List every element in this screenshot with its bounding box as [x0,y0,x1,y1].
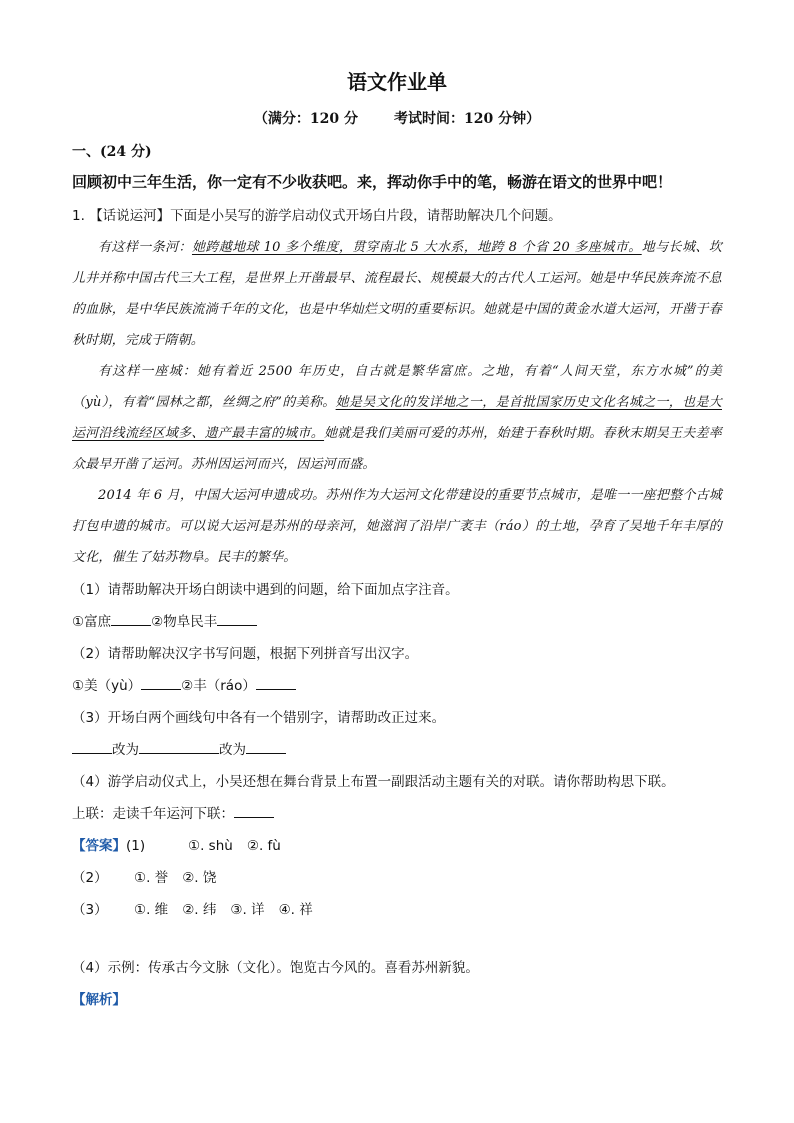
time-info: 考试时间：120 分钟） [394,111,541,127]
subquestion-4-couplet: 上联：走读千年运河下联： [72,802,722,822]
answer-row-3: （3） ①. 维 ②. 纬 ③. 详 ④. 祥 [72,902,313,918]
answer-blank[interactable] [217,611,257,626]
page-title: 语文作业单 [347,70,447,94]
passage-paragraph-3: 2014 年 6 月，中国大运河申遗成功。苏州作为大运河文化带建设的重要节点城市，是唯一一座把整个古城打包申遗的城市。可以说大运河是苏州的母亲河，她滋润了沿岸广袤丰（ráo）的土地，孕育了吴地千年丰厚的文化，催生了姑苏物阜。民丰的繁华。 [72,488,722,565]
question-1-prompt [72,204,722,224]
analysis-label: 【解析】 [72,992,126,1008]
answer-row-1: 【答案】(1) ①. shù ②. fù [72,838,281,854]
subquestion-3: （3）开场白两个画线句中各有一个错别字，请帮助改正过来。 [72,710,446,726]
answer-blank[interactable] [234,803,274,818]
passage-paragraph-2: 有这样一座城：她有着近 2500 年历史，自古就是繁华富庶。之地，有着“人间天堂，东方水城”的美（yù），有着“园林之都，丝绸之府”的美称。她是吴文化的发详地之一，是首批国家历史文化名城之一，也是大运河沿线流经区域多、遗产最丰富的城市。她就是我们美丽可爱的苏州，始建于春秋时期。春秋末期吴王夫差率众最早开凿了运河。苏州因运河而兴，因运河而盛。 [72,364,722,472]
answer-blank[interactable] [139,739,219,754]
passage-paragraph-1: 有这样一条河：她跨越地球 10 多个维度，贯穿南北 5 大水系，地跨 8 个省 20 多座城市。地与长城、坎儿井并称中国古代三大工程，是世界上开凿最早、流程最长、规模最大的古代人工运河。她是中华民族奔流不息的血脉，是中华民族流淌千年的文化，也是中华灿烂文明的重要标识。她就是中国的黄金水道大运河，开凿于春秋时期，完成于隋朝。 [72,240,723,348]
question-text: 【话说运河】下面是小吴写的游学启动仪式开场白片段，请帮助解决几个问题。 [89,208,562,224]
answer-blank[interactable] [72,739,112,754]
subquestion-2-items: ①美（yù） ②丰（ráo） [72,674,722,694]
answer-blank[interactable] [141,675,181,690]
page-subtitle [0,108,794,128]
answer-blank[interactable] [246,739,286,754]
underlined-sentence-1: 她跨越地球 10 多个维度，贯穿南北 5 大水系，地跨 8 个省 20 多座城市。 [191,240,642,255]
reading-passage [72,232,722,573]
subquestion-4: （4）游学启动仪式上，小吴还想在舞台背景上布置一副跟活动主题有关的对联。请你帮助构思下联。 [72,774,675,790]
score-info: （满分：120 分 [253,111,358,127]
subquestion-3-items: 改为 改为 [72,738,722,758]
subquestion-1-items: ①富庶 ②物阜民丰 [72,610,722,630]
question-number: 1. [72,208,85,224]
answer-row-4: （4）示例：传承古今文脉（文化）。饱览古今风的。喜看苏州新貌。 [72,960,479,976]
answer-label: 【答案】 [72,838,126,854]
answer-row-2: （2） ①. 誉 ②. 饶 [72,870,217,886]
section-intro: 回顾初中三年生活，你一定有不少收获吧。来，挥动你手中的笔，畅游在语文的世界中吧！ [72,173,673,191]
answer-blank[interactable] [111,611,151,626]
subquestion-1: （1）请帮助解决开场白朗读中遇到的问题，给下面加点字注音。 [72,582,459,598]
answer-blank[interactable] [256,675,296,690]
section-heading: 一、(24 分) [72,144,152,160]
underlined-sentence-2: 她是吴文化的发详地之一，是首批国家历史文化名城之一，也是大运河沿线流经区域多、遗产最丰富的城市。 [72,395,722,441]
subquestion-2: （2）请帮助解决汉字书写问题，根据下列拼音写出汉字。 [72,646,419,662]
